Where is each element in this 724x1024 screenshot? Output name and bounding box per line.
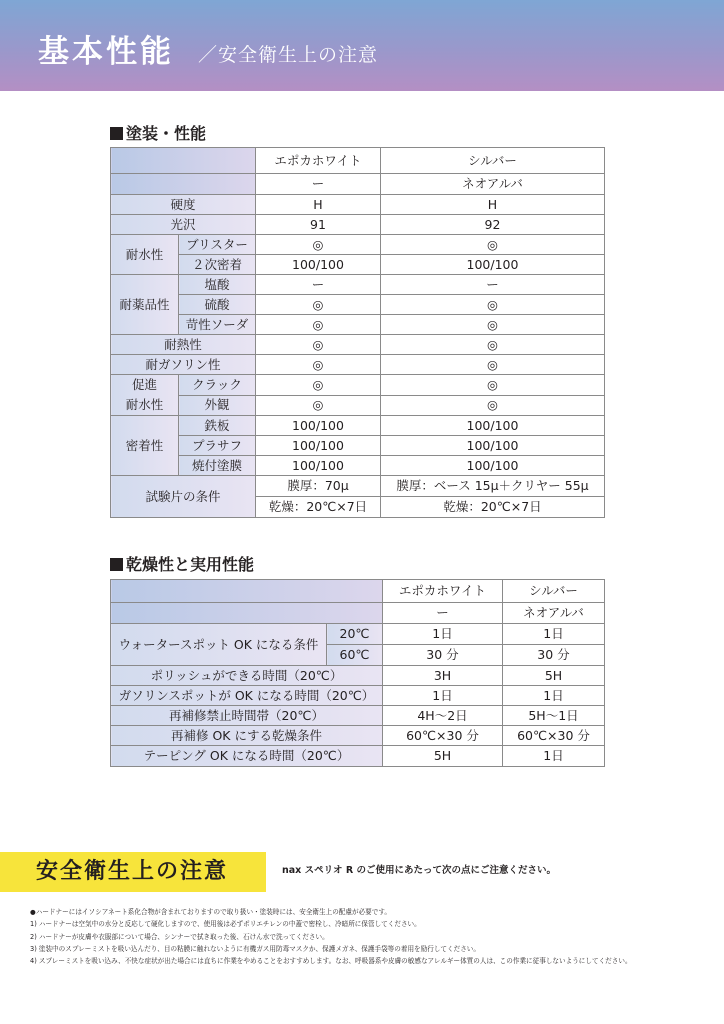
value-cell: 乾燥：20℃×7日 [256, 497, 381, 518]
row-group-water-resistance: 耐水性 [111, 235, 179, 275]
row-label-no-repair-window: 再補修禁止時間帯（20℃） [111, 706, 383, 726]
safety-title: 安全衛生上の注意 [36, 859, 229, 884]
row-group-label-line2: 耐水性 [125, 397, 164, 412]
table-row [111, 295, 605, 315]
value-cell: 100/100 [381, 416, 605, 436]
value-cell: 100/100 [256, 255, 381, 275]
value-cell: 100/100 [381, 255, 605, 275]
value-cell: 100/100 [256, 416, 381, 436]
table-row [111, 746, 605, 767]
column-header-silver: シルバー [381, 148, 605, 174]
row-label-hardness: 硬度 [111, 195, 256, 215]
value-cell: ◎ [381, 395, 605, 416]
table-row [111, 375, 605, 396]
value-cell: ◎ [381, 335, 605, 355]
row-label-polish-time: ポリッシュができる時間（20℃） [111, 666, 383, 686]
row-label-baked-film: 焼付塗膜 [179, 456, 256, 476]
value-cell: 60℃×30 分 [503, 726, 605, 746]
table-row [111, 315, 605, 335]
header-corner-sub [111, 174, 256, 195]
value-cell: 膜厚：ベース 15μ＋クリヤー 55μ [381, 476, 605, 497]
value-cell: 3H [383, 666, 503, 686]
value-cell: ◎ [256, 355, 381, 375]
row-label-hydrochloric-acid: 塩酸 [179, 275, 256, 295]
safety-note: 4) スプレーミストを吸い込み、不快な症状が出た場合には直ちに作業をやめることをおすすめします。なお、呼吸器系や皮膚の敏感なアレルギー体質の人は、この作業に従事しないようにしてください。 [30, 957, 632, 966]
value-cell: ◎ [381, 315, 605, 335]
row-label-sulfuric-acid: 硫酸 [179, 295, 256, 315]
value-cell: ◎ [381, 355, 605, 375]
page-title: 基本性能 [38, 34, 174, 70]
safety-note: 1) ハードナーは空気中の水分と反応して硬化しますので、使用後は必ずポリエチレンの中蓋で密栓し、冷暗所に保管してください。 [30, 920, 421, 929]
row-label-repair-drying: 再補修 OK にする乾燥条件 [111, 726, 383, 746]
row-label-crack: クラック [179, 375, 256, 396]
page-subtitle: ／安全衛生上の注意 [198, 44, 379, 66]
row-label-heat-resistance: 耐熱性 [111, 335, 256, 355]
column-sub-epoca-white: ー [256, 174, 381, 195]
table-header-row [111, 148, 605, 174]
safety-note: 2) ハードナーが皮膚や衣服部について場合、シンナーで拭き取った後、石けん水で洗ってください。 [30, 932, 329, 941]
row-group-chemical-resistance: 耐薬品性 [111, 275, 179, 335]
table-row [111, 456, 605, 476]
table-row [111, 416, 605, 436]
value-cell: 1日 [383, 686, 503, 706]
value-cell: ◎ [381, 235, 605, 255]
column-sub-silver: ネオアルバ [503, 603, 605, 624]
table-header-subrow [111, 603, 605, 624]
value-cell: 100/100 [381, 456, 605, 476]
value-cell: ◎ [256, 235, 381, 255]
row-label-caustic-soda: 苛性ソーダ [179, 315, 256, 335]
value-cell: 1日 [503, 624, 605, 645]
table-row [111, 355, 605, 375]
value-cell: 30 分 [383, 645, 503, 666]
table-row [111, 476, 605, 497]
coating-performance-table [110, 147, 605, 518]
row-label-test-conditions: 試験片の条件 [111, 476, 256, 518]
drying-performance-table [110, 579, 605, 767]
column-sub-epoca-white: ー [383, 603, 503, 624]
value-cell: 4H〜2日 [383, 706, 503, 726]
table-row [111, 726, 605, 746]
value-cell: 100/100 [256, 456, 381, 476]
table-row [111, 706, 605, 726]
value-cell: 1日 [383, 624, 503, 645]
table-row [111, 235, 605, 255]
row-group-adhesion: 密着性 [111, 416, 179, 476]
square-bullet-icon [110, 127, 123, 140]
table-row [111, 255, 605, 275]
column-header-epoca-white: エポカホワイト [383, 580, 503, 603]
value-cell: 60℃×30 分 [383, 726, 503, 746]
table-row [111, 215, 605, 235]
row-label-secondary-adhesion: ２次密着 [179, 255, 256, 275]
value-cell: 100/100 [381, 436, 605, 456]
value-cell: H [381, 195, 605, 215]
row-label-blister: ブリスター [179, 235, 256, 255]
safety-notes [30, 906, 710, 967]
value-cell: ◎ [256, 335, 381, 355]
section-heading-coating [110, 124, 206, 144]
section-heading-drying [110, 555, 254, 575]
value-cell: 5H [383, 746, 503, 767]
value-cell: 5H〜1日 [503, 706, 605, 726]
value-cell: H [256, 195, 381, 215]
temp-60c: 60℃ [327, 645, 383, 666]
temp-20c: 20℃ [327, 624, 383, 645]
section-title: 塗装・性能 [126, 124, 207, 143]
value-cell: 30 分 [503, 645, 605, 666]
value-cell: 乾燥：20℃×7日 [381, 497, 605, 518]
safety-note: 3) 塗装中のスプレーミストを吸い込んだり、目の粘膜に触れないように有機ガス用防毒マスクか、保護メガネ、保護手袋等の着用を励行してください。 [30, 944, 480, 953]
column-sub-silver: ネオアルバ [381, 174, 605, 195]
value-cell: 1日 [503, 746, 605, 767]
square-bullet-icon [110, 558, 123, 571]
table-row [111, 436, 605, 456]
table-row [111, 195, 605, 215]
row-label-primer-surfacer: プラサフ [179, 436, 256, 456]
table-row [111, 335, 605, 355]
header-corner [111, 580, 383, 603]
table-row [111, 624, 605, 645]
safety-note: ●ハードナーにはイソシアネート系化合物が含まれておりますので取り扱い・塗装時には、安全衛生上の配慮が必要です。 [30, 908, 392, 916]
table-row [111, 395, 605, 416]
value-cell: 膜厚：70μ [256, 476, 381, 497]
table-header-subrow [111, 174, 605, 195]
value-cell: ◎ [381, 375, 605, 396]
value-cell: ◎ [256, 315, 381, 335]
value-cell: ー [381, 275, 605, 295]
header-corner-sub [111, 603, 383, 624]
value-cell: 100/100 [256, 436, 381, 456]
header-corner [111, 148, 256, 174]
value-cell: 92 [381, 215, 605, 235]
value-cell: 5H [503, 666, 605, 686]
safety-lead-text: nax スペリオ R のご使用にあたって次の点にご注意ください。 [282, 865, 556, 876]
value-cell: 91 [256, 215, 381, 235]
table-row [111, 666, 605, 686]
row-label-taping-time: テーピング OK になる時間（20℃） [111, 746, 383, 767]
row-group-label-line1: 促進 [131, 377, 157, 392]
section-title: 乾燥性と実用性能 [126, 555, 255, 574]
row-label-appearance: 外観 [179, 395, 256, 416]
column-header-silver: シルバー [503, 580, 605, 603]
value-cell: ◎ [256, 375, 381, 396]
value-cell: ◎ [256, 395, 381, 416]
row-label-gasoline-resistance: 耐ガソリン性 [111, 355, 256, 375]
value-cell: ー [256, 275, 381, 295]
row-label-gloss: 光沢 [111, 215, 256, 235]
row-label-steel-plate: 鉄板 [179, 416, 256, 436]
column-header-epoca-white: エポカホワイト [256, 148, 381, 174]
table-header-row [111, 580, 605, 603]
row-label-gasoline-spot: ガソリンスポットが OK になる時間（20℃） [111, 686, 383, 706]
table-row [111, 275, 605, 295]
value-cell: 1日 [503, 686, 605, 706]
row-group-accelerated-water [111, 375, 179, 416]
value-cell: ◎ [256, 295, 381, 315]
table-row [111, 686, 605, 706]
value-cell: ◎ [381, 295, 605, 315]
row-label-water-spot: ウォータースポット OK になる条件 [111, 624, 327, 666]
